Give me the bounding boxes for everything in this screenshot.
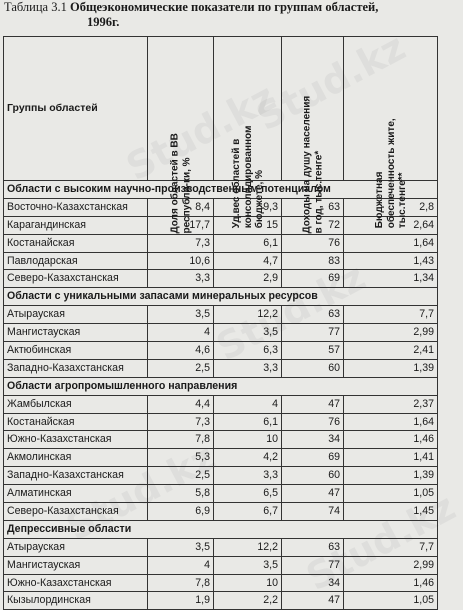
header-budget-share-label: Уд.вес областей в консолидированном бюджете, % (230, 125, 265, 228)
gdp-share-cell: 17,7 (148, 216, 214, 234)
gdp-share-cell: 7,8 (148, 431, 214, 449)
table-row (4, 324, 438, 342)
budget-share-cell: 3,5 (214, 324, 282, 342)
table-row (4, 467, 438, 485)
income-cell: 77 (282, 556, 344, 574)
budget-provision-cell: 2,64 (344, 216, 438, 234)
income-cell: 63 (282, 306, 344, 324)
budget-share-cell: 6,3 (214, 342, 282, 360)
budget-provision-cell: 1,64 (344, 234, 438, 252)
gdp-share-cell: 5,8 (148, 485, 214, 503)
region-name-cell: Западно-Казахстанская (4, 359, 148, 377)
region-name-cell: Жамбылская (4, 395, 148, 413)
region-name-cell: Актюбинская (4, 342, 148, 360)
section-row (4, 181, 438, 199)
budget-provision-cell: 1,05 (344, 485, 438, 503)
budget-share-cell: 4 (214, 395, 282, 413)
header-row (4, 37, 438, 181)
table-row (4, 413, 438, 431)
caption-title: Общеэкономические показатели по группам областей, (69, 0, 379, 14)
budget-share-cell: 12,2 (214, 538, 282, 556)
budget-share-cell: 3,5 (214, 556, 282, 574)
section-row (4, 377, 438, 395)
table-caption (4, 0, 436, 30)
table-row (4, 538, 438, 556)
income-cell: 76 (282, 413, 344, 431)
budget-share-cell: 6,5 (214, 485, 282, 503)
gdp-share-cell: 4,4 (148, 395, 214, 413)
region-name-cell: Западно-Казахстанская (4, 467, 148, 485)
gdp-share-cell: 1,9 (148, 592, 214, 610)
income-cell: 74 (282, 503, 344, 521)
region-name-cell: Восточно-Казахстанская (4, 198, 148, 216)
table-row (4, 359, 438, 377)
section-title: Депрессивные области (4, 520, 438, 538)
budget-share-cell: 10 (214, 574, 282, 592)
income-cell: 69 (282, 270, 344, 288)
budget-provision-cell: 2,37 (344, 395, 438, 413)
income-cell: 63 (282, 538, 344, 556)
region-name-cell: Кызылординская (4, 592, 148, 610)
region-name-cell: Южно-Казахстанская (4, 574, 148, 592)
table-row (4, 270, 438, 288)
income-cell: 60 (282, 359, 344, 377)
gdp-share-cell: 4,6 (148, 342, 214, 360)
budget-provision-cell: 7,7 (344, 538, 438, 556)
budget-share-cell: 4,2 (214, 449, 282, 467)
region-name-cell: Мангистауская (4, 556, 148, 574)
section-title: Области агропромышленного направления (4, 377, 438, 395)
income-cell: 47 (282, 395, 344, 413)
indicators-table (3, 36, 438, 610)
income-cell: 77 (282, 324, 344, 342)
income-cell: 76 (282, 234, 344, 252)
table-row (4, 485, 438, 503)
table-row (4, 574, 438, 592)
budget-share-cell: 3,3 (214, 359, 282, 377)
section-row (4, 288, 438, 306)
section-title: Области с уникальными запасами минеральных ресурсов (4, 288, 438, 306)
budget-share-cell: 9,3 (214, 198, 282, 216)
table-row (4, 198, 438, 216)
gdp-share-cell: 4 (148, 556, 214, 574)
gdp-share-cell: 7,3 (148, 234, 214, 252)
table-row (4, 431, 438, 449)
income-cell: 47 (282, 592, 344, 610)
budget-provision-cell: 1,45 (344, 503, 438, 521)
budget-provision-cell: 1,39 (344, 359, 438, 377)
region-name-cell: Южно-Казахстанская (4, 431, 148, 449)
income-cell: 83 (282, 252, 344, 270)
gdp-share-cell: 2,5 (148, 359, 214, 377)
region-name-cell: Костанайская (4, 413, 148, 431)
gdp-share-cell: 8,4 (148, 198, 214, 216)
income-cell: 72 (282, 216, 344, 234)
gdp-share-cell: 6,9 (148, 503, 214, 521)
budget-share-cell: 6,7 (214, 503, 282, 521)
region-name-cell: Атырауская (4, 538, 148, 556)
caption-prefix: Таблица 3.1 (4, 0, 67, 14)
budget-provision-cell: 1,64 (344, 413, 438, 431)
budget-provision-cell: 2,99 (344, 324, 438, 342)
table-row (4, 234, 438, 252)
gdp-share-cell: 3,3 (148, 270, 214, 288)
region-name-cell: Акмолинская (4, 449, 148, 467)
region-name-cell: Карагандинская (4, 216, 148, 234)
gdp-share-cell: 7,8 (148, 574, 214, 592)
header-income-per-capita-label: Доходы на душу населения в год, тыс.тенге* (301, 95, 324, 234)
region-name-cell: Костанайская (4, 234, 148, 252)
gdp-share-cell: 2,5 (148, 467, 214, 485)
budget-provision-cell: 2,41 (344, 342, 438, 360)
gdp-share-cell: 5,3 (148, 449, 214, 467)
budget-provision-cell: 1,41 (344, 449, 438, 467)
section-row (4, 520, 438, 538)
budget-share-cell: 10 (214, 431, 282, 449)
region-name-cell: Алматинская (4, 485, 148, 503)
table-row (4, 556, 438, 574)
section-title: Области с высоким научно-производственным потенциалом (4, 181, 438, 199)
table-row (4, 342, 438, 360)
region-name-cell: Северо-Казахстанская (4, 503, 148, 521)
table-row (4, 449, 438, 467)
table-row (4, 592, 438, 610)
budget-provision-cell: 2,8 (344, 198, 438, 216)
region-name-cell: Северо-Казахстанская (4, 270, 148, 288)
budget-provision-cell: 2,99 (344, 556, 438, 574)
gdp-share-cell: 4 (148, 324, 214, 342)
region-name-cell: Атырауская (4, 306, 148, 324)
income-cell: 60 (282, 467, 344, 485)
table-row (4, 252, 438, 270)
region-name-cell: Мангистауская (4, 324, 148, 342)
gdp-share-cell: 10,6 (148, 252, 214, 270)
gdp-share-cell: 3,5 (148, 306, 214, 324)
income-cell: 47 (282, 485, 344, 503)
income-cell: 34 (282, 431, 344, 449)
gdp-share-cell: 7,3 (148, 413, 214, 431)
region-name-cell: Павлодарская (4, 252, 148, 270)
budget-provision-cell: 7,7 (344, 306, 438, 324)
table-body (4, 181, 438, 610)
table-row (4, 395, 438, 413)
budget-share-cell: 6,1 (214, 413, 282, 431)
budget-share-cell: 6,1 (214, 234, 282, 252)
budget-provision-cell: 1,34 (344, 270, 438, 288)
budget-provision-cell: 1,05 (344, 592, 438, 610)
income-cell: 57 (282, 342, 344, 360)
income-cell: 34 (282, 574, 344, 592)
caption-year: 1996г. (87, 15, 120, 29)
gdp-share-cell: 3,5 (148, 538, 214, 556)
budget-share-cell: 4,7 (214, 252, 282, 270)
header-gdp-share-label: Доля областей в ВВ республи-ки, % (169, 133, 192, 234)
income-cell: 69 (282, 449, 344, 467)
header-groups: Группы областей (4, 37, 148, 181)
budget-share-cell: 3,3 (214, 467, 282, 485)
header-budget-provision-label: Бюджетная обеспеченность жите, тыс.тенге** (373, 117, 408, 228)
budget-share-cell: 2,9 (214, 270, 282, 288)
budget-provision-cell: 1,46 (344, 574, 438, 592)
budget-provision-cell: 1,46 (344, 431, 438, 449)
budget-share-cell: 12,2 (214, 306, 282, 324)
table-row (4, 306, 438, 324)
budget-share-cell: 2,2 (214, 592, 282, 610)
budget-provision-cell: 1,43 (344, 252, 438, 270)
income-cell: 63 (282, 198, 344, 216)
budget-provision-cell: 1,39 (344, 467, 438, 485)
table-row (4, 216, 438, 234)
table-row (4, 503, 438, 521)
budget-share-cell: 15 (214, 216, 282, 234)
